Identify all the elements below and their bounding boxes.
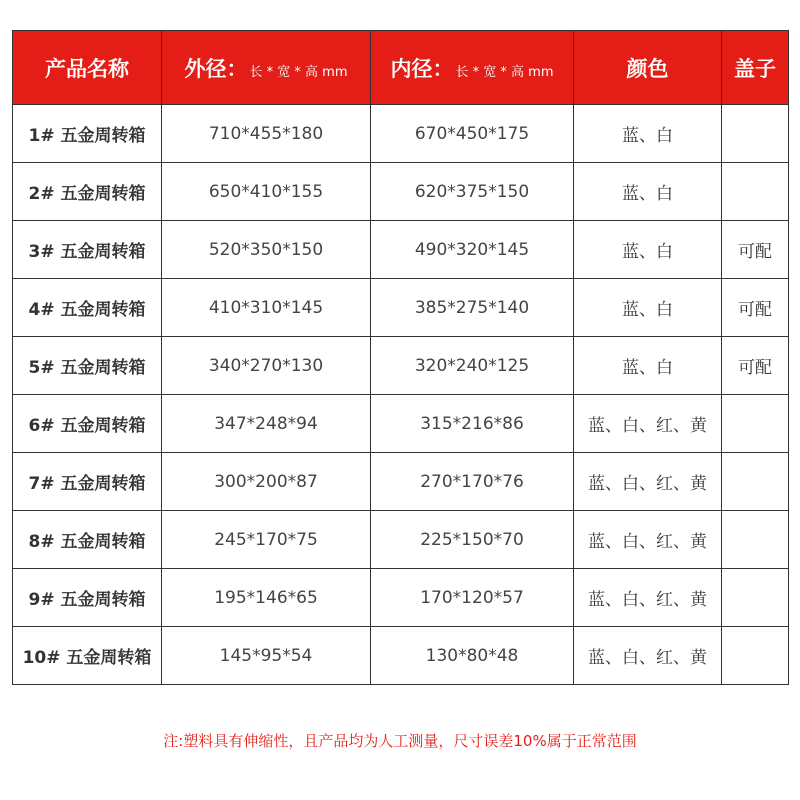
cell-color: 蓝、白 xyxy=(574,337,722,395)
cell-outer-size: 195*146*65 xyxy=(162,569,371,627)
header-color xyxy=(574,31,722,105)
cell-color: 蓝、白 xyxy=(574,163,722,221)
header-lid-label: 盖子 xyxy=(734,56,776,81)
cell-product-name: 8# 五金周转箱 xyxy=(13,511,162,569)
header-inner-unit: 长 * 宽 * 高 mm xyxy=(455,64,554,80)
cell-outer-size: 145*95*54 xyxy=(162,627,371,685)
cell-lid xyxy=(722,163,789,221)
cell-lid xyxy=(722,511,789,569)
cell-product-name: 7# 五金周转箱 xyxy=(13,453,162,511)
cell-outer-size: 520*350*150 xyxy=(162,221,371,279)
cell-color: 蓝、白、红、黄 xyxy=(574,569,722,627)
header-outer-size xyxy=(162,31,371,105)
cell-product-name: 6# 五金周转箱 xyxy=(13,395,162,453)
cell-lid: 可配 xyxy=(722,221,789,279)
cell-color: 蓝、白 xyxy=(574,279,722,337)
cell-outer-size: 650*410*155 xyxy=(162,163,371,221)
cell-outer-size: 340*270*130 xyxy=(162,337,371,395)
cell-color: 蓝、白、红、黄 xyxy=(574,627,722,685)
cell-outer-size: 245*170*75 xyxy=(162,511,371,569)
measurement-note: 注:塑料具有伸缩性，且产品均为人工测量，尺寸误差10%属于正常范围 xyxy=(163,732,637,750)
header-lid xyxy=(722,31,789,105)
table-row xyxy=(13,337,789,395)
table-body xyxy=(13,105,789,685)
table-row xyxy=(13,221,789,279)
header-product-name xyxy=(13,31,162,105)
cell-outer-size: 710*455*180 xyxy=(162,105,371,163)
table-row xyxy=(13,569,789,627)
cell-inner-size: 170*120*57 xyxy=(371,569,574,627)
cell-product-name: 5# 五金周转箱 xyxy=(13,337,162,395)
cell-inner-size: 670*450*175 xyxy=(371,105,574,163)
table-row xyxy=(13,453,789,511)
cell-inner-size: 225*150*70 xyxy=(371,511,574,569)
cell-outer-size: 410*310*145 xyxy=(162,279,371,337)
spec-table xyxy=(12,30,789,685)
cell-inner-size: 320*240*125 xyxy=(371,337,574,395)
cell-product-name: 4# 五金周转箱 xyxy=(13,279,162,337)
cell-inner-size: 130*80*48 xyxy=(371,627,574,685)
table-header xyxy=(13,31,789,105)
cell-color: 蓝、白 xyxy=(574,105,722,163)
cell-color: 蓝、白、红、黄 xyxy=(574,453,722,511)
cell-lid xyxy=(722,453,789,511)
cell-inner-size: 315*216*86 xyxy=(371,395,574,453)
cell-inner-size: 270*170*76 xyxy=(371,453,574,511)
header-row xyxy=(13,31,789,105)
table-row xyxy=(13,395,789,453)
cell-inner-size: 620*375*150 xyxy=(371,163,574,221)
header-outer-label: 外径： xyxy=(184,56,248,81)
header-inner-label: 内径： xyxy=(390,56,454,81)
cell-color: 蓝、白 xyxy=(574,221,722,279)
header-color-label: 颜色 xyxy=(626,56,669,81)
cell-inner-size: 490*320*145 xyxy=(371,221,574,279)
cell-product-name: 1# 五金周转箱 xyxy=(13,105,162,163)
header-product-name-label: 产品名称 xyxy=(45,56,129,81)
cell-product-name: 2# 五金周转箱 xyxy=(13,163,162,221)
cell-outer-size: 347*248*94 xyxy=(162,395,371,453)
cell-color: 蓝、白、红、黄 xyxy=(574,511,722,569)
cell-product-name: 9# 五金周转箱 xyxy=(13,569,162,627)
cell-color: 蓝、白、红、黄 xyxy=(574,395,722,453)
table-row xyxy=(13,163,789,221)
cell-lid: 可配 xyxy=(722,337,789,395)
cell-product-name: 10# 五金周转箱 xyxy=(13,627,162,685)
cell-outer-size: 300*200*87 xyxy=(162,453,371,511)
table-row xyxy=(13,279,789,337)
cell-lid xyxy=(722,395,789,453)
table-row xyxy=(13,105,789,163)
header-outer-unit: 长 * 宽 * 高 mm xyxy=(249,64,348,80)
cell-lid xyxy=(722,627,789,685)
cell-inner-size: 385*275*140 xyxy=(371,279,574,337)
cell-product-name: 3# 五金周转箱 xyxy=(13,221,162,279)
header-inner-size xyxy=(371,31,574,105)
table-row xyxy=(13,511,789,569)
table-row xyxy=(13,627,789,685)
cell-lid xyxy=(722,569,789,627)
cell-lid: 可配 xyxy=(722,279,789,337)
cell-lid xyxy=(722,105,789,163)
